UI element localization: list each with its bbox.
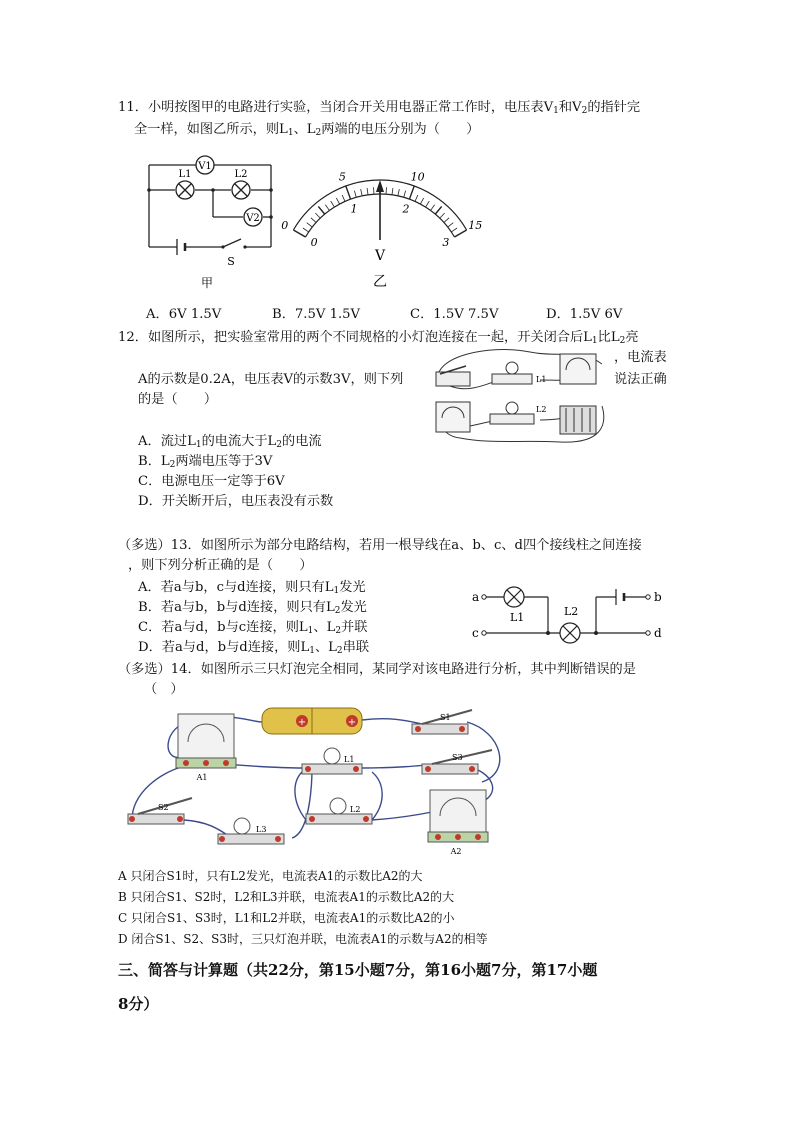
battery-icon bbox=[560, 406, 596, 434]
svg-text:L1: L1 bbox=[536, 375, 547, 384]
dial-tick bbox=[451, 228, 457, 232]
dial-tick bbox=[431, 205, 435, 211]
svg-text:L2: L2 bbox=[564, 605, 579, 618]
svg-text:甲: 甲 bbox=[200, 276, 214, 290]
dial-tick bbox=[361, 189, 362, 196]
dial-tick bbox=[293, 230, 305, 237]
q14-option-c[interactable]: C 只闭合S1、S3时，L1和L2并联，电流表A1的示数比A2的小 bbox=[118, 911, 455, 925]
lamp-l2-icon bbox=[506, 402, 518, 414]
dial-tick bbox=[315, 213, 320, 218]
svg-text:+: + bbox=[347, 717, 357, 728]
dial-tick bbox=[420, 198, 423, 204]
q12-line4: 的是（ ） bbox=[138, 392, 218, 407]
svg-text:b: b bbox=[654, 590, 662, 604]
q12-line3b: 说法正确 bbox=[614, 372, 667, 387]
dial-tick bbox=[440, 213, 445, 218]
svg-text:+: + bbox=[297, 717, 307, 728]
svg-text:L3: L3 bbox=[256, 825, 267, 834]
dial-tick bbox=[311, 218, 316, 223]
q11-option-b[interactable]: B．7.5V 1.5V bbox=[272, 307, 361, 322]
q11-voltmeter-dial bbox=[281, 152, 483, 292]
dial-tick bbox=[398, 189, 399, 196]
dial-label-bottom: 0 bbox=[310, 236, 318, 249]
q13-line1: （多选）13．如图所示为部分电路结构，若用一根导线在a、b、c、d四个接线柱之间连接 bbox=[118, 538, 642, 553]
dial-tick bbox=[325, 205, 329, 211]
svg-text:A2: A2 bbox=[450, 847, 462, 856]
lamp-l1-icon bbox=[506, 362, 518, 374]
svg-text:d: d bbox=[654, 626, 662, 640]
svg-text:a: a bbox=[472, 590, 480, 604]
svg-text:L1: L1 bbox=[510, 611, 525, 624]
dial-tick bbox=[354, 191, 356, 198]
dial-tick bbox=[435, 206, 441, 214]
q11-line1: 11．小明按图甲的电路进行实验，当闭合开关用电器正常工作时，电压表$V_1$和$V_2$的指针完 bbox=[118, 100, 641, 116]
dial-tick bbox=[448, 223, 454, 227]
dial-tick bbox=[426, 201, 430, 207]
q11-line2: 全一样，如图乙所示，则$L_1$、$L_2$两端的电压分别为（ ） bbox=[134, 122, 480, 138]
svg-text:L2: L2 bbox=[234, 169, 248, 180]
dial-tick bbox=[342, 195, 345, 201]
dial-tick bbox=[346, 186, 351, 199]
svg-text:L1: L1 bbox=[344, 755, 355, 764]
svg-text:L2: L2 bbox=[350, 805, 361, 814]
dial-tick bbox=[444, 218, 449, 223]
svg-text:L2: L2 bbox=[536, 405, 547, 414]
q12-option-d[interactable]: D．开关断开后，电压表没有示数 bbox=[138, 494, 334, 509]
ammeter-a1-icon bbox=[178, 714, 234, 760]
dial-label-top: 0 bbox=[281, 219, 289, 232]
dial-label-bottom: 1 bbox=[350, 202, 358, 216]
q12-line2: ，电流表 bbox=[614, 350, 667, 365]
svg-text:S3: S3 bbox=[452, 753, 463, 762]
q11-option-c[interactable]: C．1.5V 7.5V bbox=[410, 307, 499, 322]
dial-tick bbox=[409, 186, 414, 199]
dial-tick bbox=[404, 191, 406, 198]
dial-tick bbox=[318, 206, 324, 214]
q14-option-d[interactable]: D 闭合S1、S2、S3时，三只灯泡并联，电流表A1的示数与A2的相等 bbox=[118, 932, 488, 946]
q12-line1: 12．如图所示，把实验室常用的两个不同规格的小灯泡连接在一起，开关闭合后$L_1$比$L_2$亮 bbox=[118, 330, 639, 346]
lamp-l2-icon bbox=[330, 798, 346, 814]
q12-option-b[interactable]: B．$L_2$两端电压等于3V bbox=[138, 454, 273, 470]
dial-tick bbox=[303, 228, 309, 232]
dial-tick bbox=[415, 195, 418, 201]
q13-line2: ，则下列分析正确的是（ ） bbox=[128, 558, 313, 573]
dial-tick bbox=[392, 188, 393, 195]
svg-text:L1: L1 bbox=[178, 169, 192, 180]
dial-tick bbox=[331, 201, 335, 207]
section3-heading-cont: 8分） bbox=[118, 995, 159, 1013]
svg-text:V2: V2 bbox=[246, 213, 260, 224]
q13-option-a[interactable]: A．若a与b，c与d连接，则只有$L_1$发光 bbox=[138, 580, 366, 596]
svg-text:S2: S2 bbox=[158, 803, 169, 812]
q13-option-c[interactable]: C．若a与d，b与c连接，则$L_1$、$L_2$并联 bbox=[138, 620, 368, 636]
dial-tick bbox=[367, 188, 368, 195]
q12-option-a[interactable]: A．流过$L_1$的电流大于$L_2$的电流 bbox=[138, 434, 322, 450]
q14-line2: （ ） bbox=[144, 682, 184, 697]
q13-partial-circuit bbox=[468, 583, 678, 653]
q14-line1: （多选）14．如图所示三只灯泡完全相同，某同学对该电路进行分析，其中判断错误的是 bbox=[118, 662, 636, 677]
q11-circuit-figure bbox=[145, 155, 275, 295]
q12-circuit-photo bbox=[430, 346, 610, 446]
section3-heading: 三、简答与计算题（共22分，第15小题7分，第16小题7分，第17小题 bbox=[118, 961, 598, 979]
q12-option-c[interactable]: C．电源电压一定等于6V bbox=[138, 474, 285, 489]
q12-line3: A的示数是0.2A，电压表V的示数3V，则下列 bbox=[138, 372, 404, 387]
q13-option-b[interactable]: B．若a与b，b与d连接，则只有$L_2$发光 bbox=[138, 600, 367, 616]
q11-option-d[interactable]: D．1.5V 6V bbox=[546, 307, 623, 322]
dial-label-bottom: 3 bbox=[442, 236, 450, 249]
lamp-l3-icon bbox=[234, 818, 250, 834]
dial-tick bbox=[336, 198, 339, 204]
dial-label-bottom: 2 bbox=[402, 202, 410, 216]
q14-option-a[interactable]: A 只闭合S1时，只有L2发光，电流表A1的示数比A2的大 bbox=[118, 869, 423, 883]
q11-option-a[interactable]: A．6V 1.5V bbox=[146, 307, 222, 322]
svg-text:乙: 乙 bbox=[373, 274, 387, 290]
q14-option-b[interactable]: B 只闭合S1、S2时，L2和L3并联，电流表A1的示数比A2的大 bbox=[118, 890, 455, 904]
dial-tick bbox=[307, 223, 313, 227]
q13-option-d[interactable]: D．若a与d，b与d连接，则$L_1$、$L_2$串联 bbox=[138, 640, 370, 656]
dial-label-top: 5 bbox=[338, 170, 346, 184]
svg-text:S: S bbox=[227, 255, 235, 268]
q14-circuit-photo bbox=[122, 702, 502, 862]
lamp-l1-icon bbox=[324, 748, 340, 764]
dial-label-top: 10 bbox=[410, 170, 425, 184]
svg-text:c: c bbox=[472, 626, 479, 640]
svg-text:V1: V1 bbox=[198, 161, 212, 172]
dial-label-top: 15 bbox=[468, 219, 483, 232]
svg-text:V: V bbox=[374, 248, 386, 264]
svg-text:A1: A1 bbox=[196, 773, 208, 782]
dial-tick bbox=[454, 230, 466, 237]
svg-text:S1: S1 bbox=[440, 713, 451, 722]
ammeter-a2-icon bbox=[430, 790, 486, 834]
